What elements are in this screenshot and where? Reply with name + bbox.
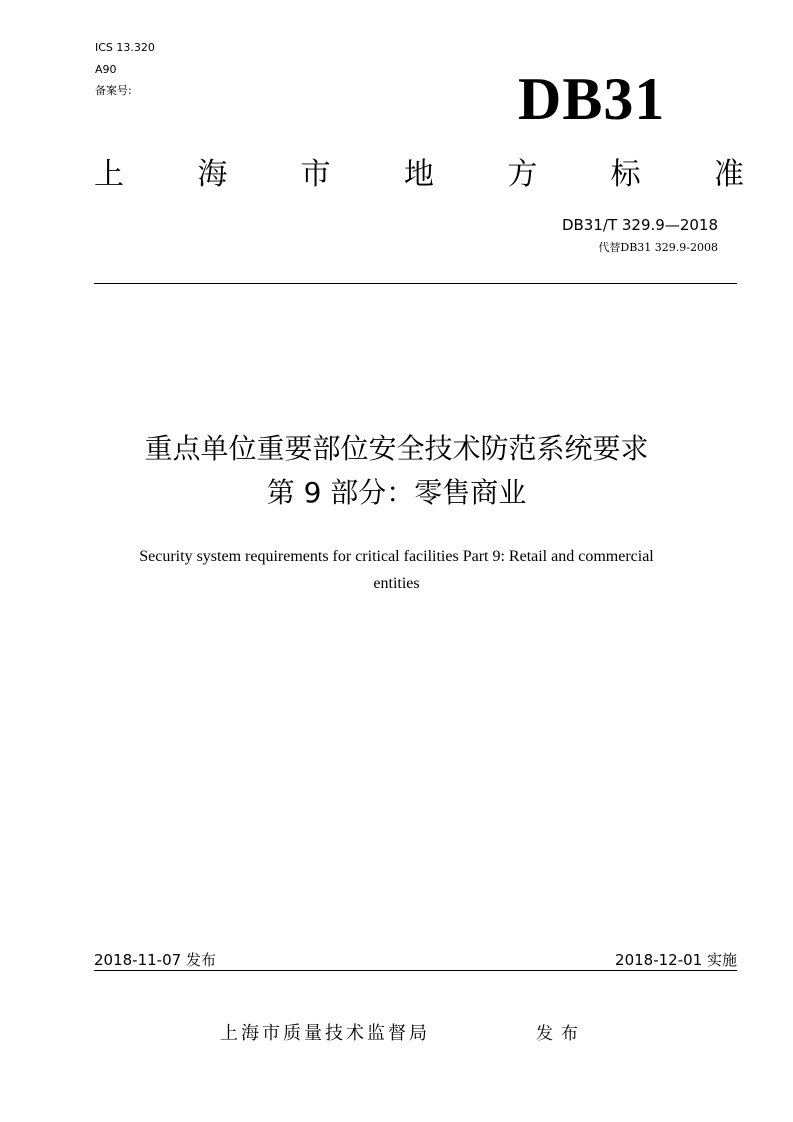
- standard-type-char: 海: [197, 157, 228, 192]
- release-date: 2018-11-07 发布: [94, 951, 216, 969]
- header-divider: [94, 283, 737, 284]
- filing-number-label: 备案号:: [95, 84, 132, 97]
- issuer-name: 上海市质量技术监督局: [220, 1023, 430, 1044]
- standard-type-title: [94, 155, 744, 195]
- implementation-date: 2018-12-01 实施: [615, 951, 737, 969]
- standard-number: DB31/T 329.9—2018: [561, 216, 718, 234]
- standard-type-char: 方: [507, 157, 538, 192]
- ccs-code: A90: [95, 63, 117, 76]
- replaces-standard: 代替DB31 329.9-2008: [598, 241, 718, 254]
- issue-action: 发布: [536, 1024, 586, 1044]
- standard-type-char: 准: [713, 157, 744, 192]
- standard-type-char: 地: [403, 157, 434, 192]
- english-title-line2: entities: [373, 575, 420, 592]
- standard-type-char: 市: [300, 157, 331, 192]
- db31-logo: DB31: [518, 66, 666, 132]
- footer-divider: [94, 970, 737, 971]
- english-title-line1: Security system requirements for critical facilities Part 9: Retail and commercial: [139, 548, 654, 565]
- standard-type-char: 标: [610, 157, 641, 192]
- main-title-line1: 重点单位重要部位安全技术防范系统要求: [144, 432, 649, 465]
- ics-code: ICS 13.320: [95, 41, 155, 54]
- main-title-line2: 第 9 部分：零售商业: [266, 476, 527, 509]
- standard-type-char: 上: [94, 157, 124, 192]
